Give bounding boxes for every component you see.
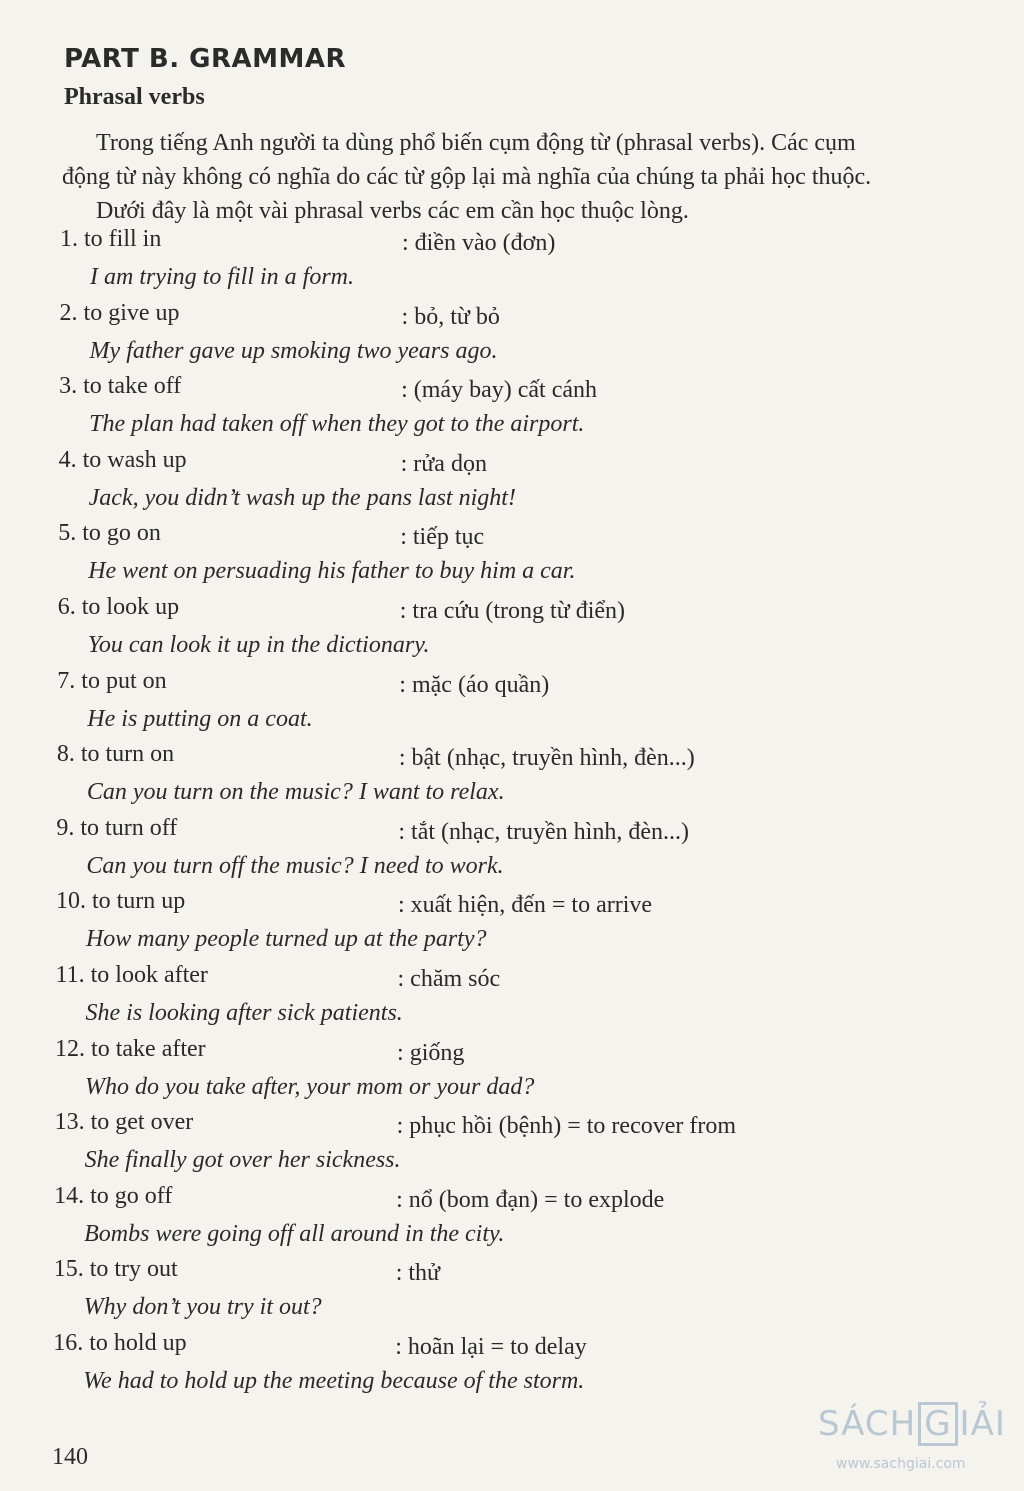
entry-number: 16. [53,1329,84,1356]
entry-head [54,1256,178,1290]
entry-verb: to take after [91,1035,206,1062]
phrasal-verb-list [0,226,1024,1404]
entry-number: 12. [55,1035,86,1062]
entry-example: How many people turned up at the party? [85,926,487,953]
entry-example: Can you turn on the music? I want to relax. [86,779,505,806]
entry-verb: to turn on [80,741,175,768]
entry-verb: to take off [83,373,182,400]
entry-example: I am trying to fill in a form. [90,264,354,290]
entry-number: 7. [57,667,76,694]
entry-verb: to turn up [91,888,186,915]
entry-meaning: : thử [395,1260,441,1287]
entry-head [56,888,185,922]
entry-example: My father gave up smoking two years ago. [89,337,498,364]
intro-text-2: động từ này không có nghĩa do các từ gộp lại mà nghĩa của chúng ta phải học thuộc. [62,164,872,190]
entry-head [55,1036,206,1070]
watermark [818,1394,1024,1484]
entry-meaning: : tra cứu (trong từ điển) [399,597,626,624]
phrasal-verb-entry [0,1036,1024,1110]
entry-example: Jack, you didn’t wash up the pans last night! [88,484,516,511]
watermark-logo-box: G [918,1402,957,1446]
entry-head [59,447,187,481]
entry-example: The plan had taken off when they got to the airport. [89,411,585,438]
phrasal-verb-entry [0,1256,1024,1330]
entry-head [56,962,208,996]
entry-number: 10. [55,888,86,915]
entry-number: 14. [54,1182,85,1209]
phrasal-verb-entry [0,741,1024,815]
phrasal-verb-entry [0,594,1024,668]
entry-verb: to go on [82,520,161,547]
intro-paragraph-line-1 [62,126,982,160]
phrasal-verb-entry [0,226,1024,300]
entry-verb: to go off [90,1182,173,1209]
entry-head [60,226,161,260]
entry-head [58,594,179,628]
entry-verb: to hold up [89,1329,187,1356]
entry-verb: to look after [90,961,208,988]
phrasal-verb-entry [0,447,1024,521]
entry-example: You can look it up in the dictionary. [87,631,430,658]
section-title: Phrasal verbs [64,84,205,110]
phrasal-verb-entry [0,962,1024,1036]
entry-example: He is putting on a coat. [87,705,313,732]
entry-head [55,1109,194,1143]
intro-text-3: Dưới đây là một vài phrasal verbs các em cần học thuộc lòng. [96,198,689,224]
entry-number: 15. [53,1256,84,1283]
entry-meaning: : hoãn lại = to delay [395,1333,587,1360]
entry-verb: to wash up [82,446,187,473]
phrasal-verb-entry [0,1183,1024,1257]
entry-verb: to look up [81,593,180,620]
entry-number: 8. [56,741,75,768]
phrasal-verb-entry [0,373,1024,447]
entry-example: She is looking after sick patients. [85,999,403,1026]
entry-number: 2. [59,299,78,326]
entry-meaning: : mặc (áo quần) [399,671,550,698]
entry-head [58,520,161,554]
entry-head [57,741,174,775]
phrasal-verb-entry [0,520,1024,594]
entry-verb: to give up [83,299,180,326]
entry-head [56,815,177,849]
phrasal-verb-entry [0,300,1024,374]
entry-number: 1. [60,226,78,252]
phrasal-verb-entry [0,815,1024,889]
entry-meaning: : (máy bay) cất cánh [401,377,597,404]
intro-text-1: Trong tiếng Anh người ta dùng phổ biến cụm động từ (phrasal verbs). Các cụm [96,130,856,156]
phrasal-verb-entry [0,1330,1024,1404]
part-title: PART B. GRAMMAR [64,44,347,74]
entry-verb: to get over [90,1109,194,1136]
watermark-logo-right: IẢI [959,1404,1006,1444]
entry-verb: to try out [89,1256,178,1283]
entry-example: Who do you take after, your mom or your dad? [85,1073,535,1100]
entry-meaning: : tiếp tục [400,524,485,551]
entry-number: 13. [54,1109,85,1136]
entry-verb: to put on [81,667,167,694]
entry-head [53,1330,186,1364]
entry-meaning: : xuất hiện, đến = to arrive [397,892,653,919]
intro-paragraph-line-2 [62,160,982,194]
entry-meaning: : phục hồi (bệnh) = to recover from [396,1113,737,1140]
entry-meaning: : rửa dọn [400,450,487,477]
watermark-logo-left: SÁCH [818,1404,917,1444]
entry-head [60,300,180,334]
entry-number: 11. [55,961,85,988]
phrasal-verb-entry [0,668,1024,742]
entry-head [57,668,166,702]
intro-paragraph-line-3 [62,194,982,228]
entry-meaning: : bỏ, từ bỏ [401,303,500,330]
watermark-url: www.sachgiai.com [836,1456,966,1472]
entry-example: We had to hold up the meeting because of the storm. [83,1367,585,1394]
phrasal-verb-entry [0,1109,1024,1183]
entry-number: 4. [58,446,77,473]
entry-number: 6. [57,593,76,620]
entry-example: Can you turn off the music? I need to work. [86,852,504,879]
page-number: 140 [52,1444,88,1470]
entry-number: 3. [59,373,78,400]
entry-verb: to fill in [84,226,162,252]
entry-meaning: : bật (nhạc, truyền hình, đèn...) [398,745,695,772]
entry-example: She finally got over her sickness. [84,1147,401,1174]
entry-example: Why don’t you try it out? [83,1294,322,1321]
entry-meaning: : nổ (bom đạn) = to explode [396,1186,665,1213]
entry-example: He went on persuading his father to buy him a car. [88,558,576,585]
watermark-logo [818,1402,1006,1446]
entry-verb: to turn off [80,814,178,841]
entry-meaning: : giống [397,1039,465,1066]
entry-meaning: : điền vào (đơn) [402,230,556,256]
entry-number: 5. [58,520,77,547]
entry-example: Bombs were going off all around in the city. [84,1220,505,1247]
phrasal-verb-entry [0,888,1024,962]
entry-meaning: : chăm sóc [397,965,501,992]
entry-meaning: : tắt (nhạc, truyền hình, đèn...) [398,818,689,845]
entry-head [54,1183,172,1217]
entry-head [59,373,181,407]
entry-number: 9. [56,814,75,841]
